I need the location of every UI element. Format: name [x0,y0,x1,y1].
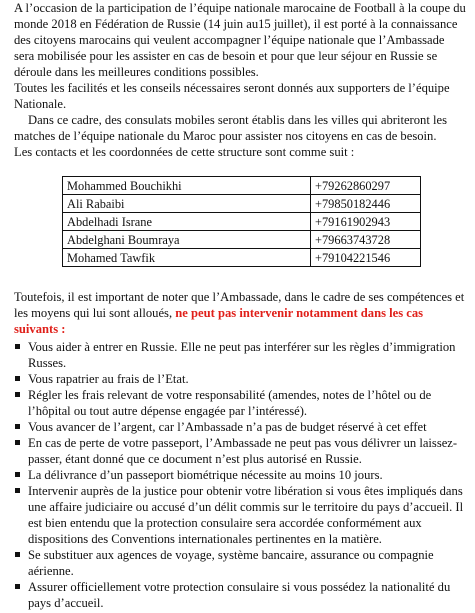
contact-name: Abdelghani Boumraya [63,231,311,249]
list-item [14,387,466,419]
contacts-table [62,176,421,267]
contact-name: Mohamed Tawfik [63,249,311,267]
list-item [14,419,466,435]
bullet-icon [15,392,20,397]
contact-phone: +79663743728 [311,231,421,249]
bullet-icon [15,488,20,493]
contact-phone: +79850182446 [311,195,421,213]
list-item [14,371,466,387]
contact-phone: +79161902943 [311,213,421,231]
list-item-text: Vous rapatrier au frais de l’Etat. [28,372,189,386]
bullet-icon [15,344,20,349]
bullet-icon [15,424,20,429]
list-item-text: Régler les frais relevant de votre responsabilité (amendes, notes de l’hôtel ou de l’hôpital ou tout autre dépense engagée par l’intéressé). [28,388,432,418]
contact-name: Abdelhadi Israne [63,213,311,231]
list-item-text: Intervenir auprès de la justice pour obtenir votre libération si vous êtes impliqués dans une affaire judiciaire ou accusé d’un délit commis sur le territoire du pays d’accueil. Il est bien entendu que la protection consulaire sera accordée conformément aux dispositions des Conventions internationales pertinentes en la matière. [28,484,464,546]
list-item [14,579,466,611]
table-row [63,249,421,267]
contact-name: Mohammed Bouchikhi [63,177,311,195]
limitations-text: Toutefois, il est important de noter que l’Ambassade, dans le cadre de ses compétences et les moyens qui lui sont alloués, [14,290,465,320]
bullet-icon [15,440,20,445]
list-item [14,467,466,483]
limitations-highlight: ne peut pas intervenir notamment dans les cas suivants : [14,306,424,336]
facilities-paragraph: Toutes les facilités et les conseils nécessaires seront donnés aux supporters de l’équipe Nationale. [14,81,450,111]
mobile-consulates-paragraph: Dans ce cadre, des consulats mobiles seront établis dans les villes qui abriteront les matches de l’équipe nationale du Maroc pour assister nos citoyens en cas de besoin. [14,113,447,143]
list-item-text: Se substituer aux agences de voyage, système bancaire, assurance ou compagnie aérienne. [28,548,434,578]
bullet-icon [15,472,20,477]
contact-phone: +79262860297 [311,177,421,195]
table-row [63,213,421,231]
list-item-text: En cas de perte de votre passeport, l’Ambassade ne peut pas vous délivrer un laissez-passer, étant donné que ce document n’est plus autorisé en Russie. [28,436,458,466]
list-item-text: Assurer officiellement votre protection consulaire si vous possédez la nationalité du pays d’accueil. [28,580,451,610]
list-item [14,339,466,371]
list-item [14,547,466,579]
intro-section [14,0,466,160]
intro-paragraph: A l’occasion de la participation de l’équipe nationale marocaine de Football à la coupe du monde 2018 en Fédération de Russie (14 juin au15 juillet), il est porté à la connaissance des citoyens marocains qui veulent accompagner l’équipe nationale que l’Ambassade sera mobilisée pour les assister en cas de besoin et pour que leur séjour en Russie se déroule dans les meilleures conditions possibles. [14,1,466,79]
contact-phone: +79104221546 [311,249,421,267]
contacts-intro: Les contacts et les coordonnées de cette structure sont comme suit : [14,145,355,159]
list-item [14,435,466,467]
bullet-icon [15,552,20,557]
list-item-text: La délivrance d’un passeport biométrique nécessite au moins 10 jours. [28,468,383,482]
list-item-text: Vous aider à entrer en Russie. Elle ne peut pas interférer sur les règles d’immigration Russes. [28,340,456,370]
table-row [63,195,421,213]
contact-name: Ali Rabaibi [63,195,311,213]
table-row [63,177,421,195]
table-row [63,231,421,249]
list-item-text: Vous avancer de l’argent, car l’Ambassade n’a pas de budget réservé à cet effet [28,420,427,434]
bullet-icon [15,376,20,381]
bullet-icon [15,584,20,589]
limitations-list [14,339,466,611]
limitations-paragraph [14,289,466,337]
list-item [14,483,466,547]
